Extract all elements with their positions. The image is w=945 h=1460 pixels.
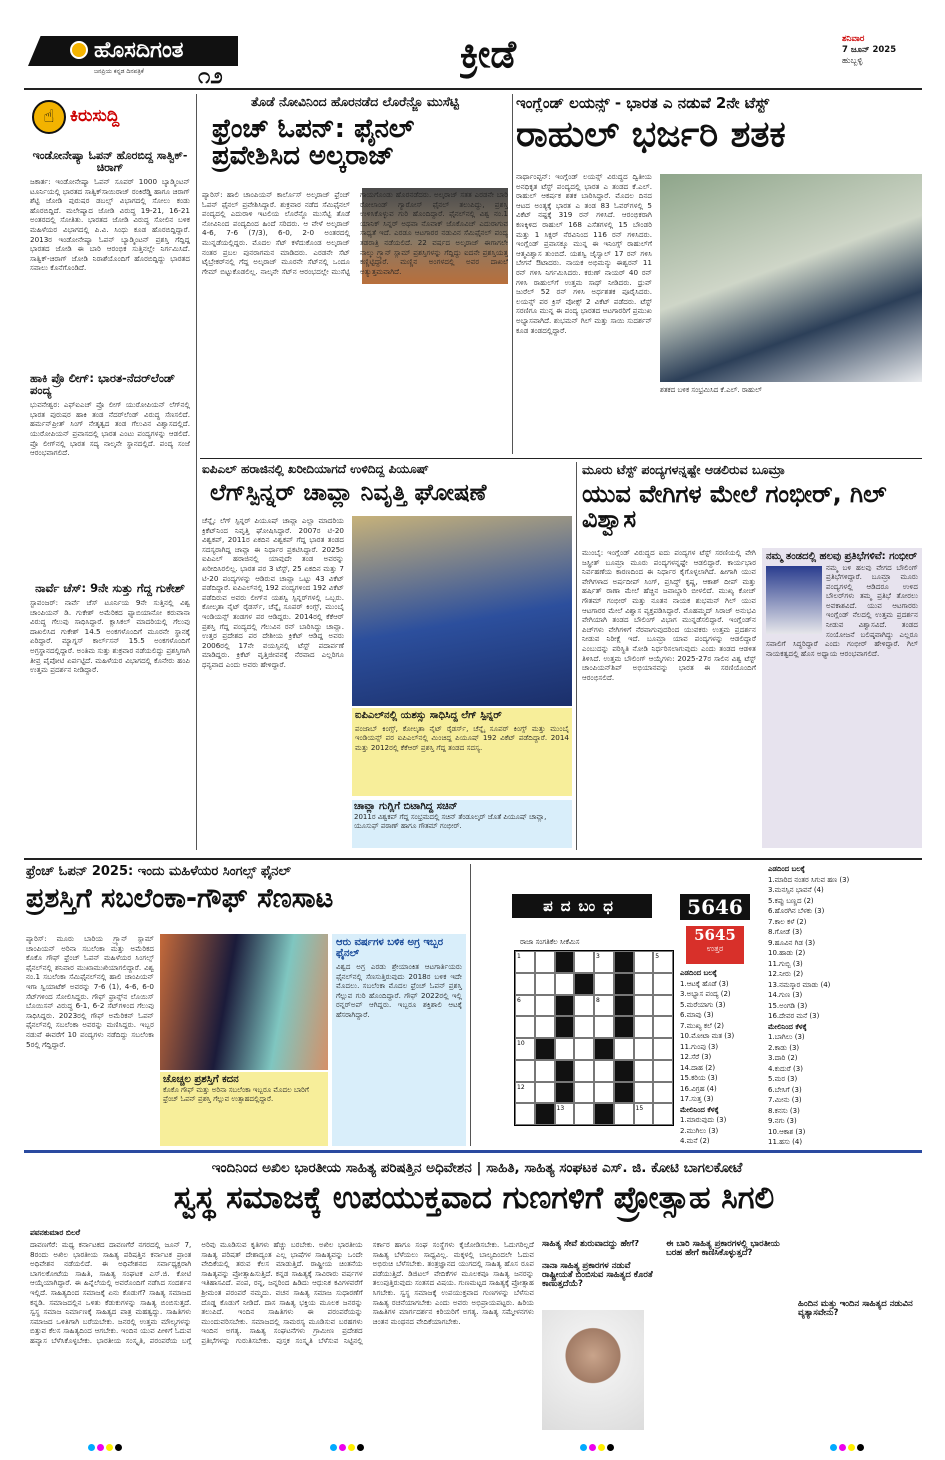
bottom-qa-block xyxy=(542,1240,924,1436)
section-title: ಕ್ರೀಡೆ xyxy=(460,32,517,76)
brief-3-body: ಸ್ಟಾವಂಜರ್: ನಾರ್ವೆ ಚೆಸ್ ಟೂರ್ನಿಯ 9ನೇ ಸುತ್ತಿನಲ್ಲಿ ವಿಶ್ವ ಚಾಂಪಿಯನ್ ಡಿ. ಗುಕೇಶ್ ಅಮೆರಿಕದ ಫ್ಯಾಬಿಯಾನೋ ಕರುವಾನಾ ವಿರುದ್ಧ ಗೆಲುವು ಸಾಧಿಸಿದ್ದಾರೆ. ಕ್ಲಾಸಿಕಲ್ ಮಾದರಿಯಲ್ಲಿ ಗೆಲುವು ದಾಖಲಿಸಿದ ಗುಕೇಶ್ 14.5 ಅಂಕಗಳೊಂದಿಗೆ ಮೂರನೇ ಸ್ಥಾನಕ್ಕೆ ಏರಿದ್ದಾರೆ. ಮ್ಯಾಗ್ನಸ್ ಕಾರ್ಲ್‌ಸನ್ 15.5 ಅಂಕಗಳೊಂದಿಗೆ ಅಗ್ರಸ್ಥಾನದಲ್ಲಿದ್ದಾರೆ. ಅಂತಿಮ ಸುತ್ತು ಶುಕ್ರವಾರ ನಡೆಯಲಿದ್ದು ಪ್ರಶಸ್ತಿಗಾಗಿ ತೀವ್ರ ಪೈಪೋಟಿ ಏರ್ಪಟ್ಟಿದೆ. ಮಹಿಳೆಯರ ವಿಭಾಗದಲ್ಲಿ ಕೊನೇರು ಹಂಪಿ ಉತ್ತಮ ಪ್ರದರ್ಶನ ನೀಡಿದ್ದಾರೆ. xyxy=(30,598,190,675)
alcaraz-body: ಪ್ಯಾರಿಸ್: ಹಾಲಿ ಚಾಂಪಿಯನ್ ಕಾರ್ಲೊಸ್ ಅಲ್ಕರಾಜ್ ಫ್ರೆಂಚ್ ಓಪನ್ ಫೈನಲ್ ಪ್ರವೇಶಿಸಿದ್ದಾರೆ. ಶುಕ್ರವಾರ ನಡೆದ ಸೆಮಿಫೈನಲ್ ಪಂದ್ಯದಲ್ಲಿ ಎದುರಾಳಿ ಇಟಲಿಯ ಲೊರೆನ್ಜೊ ಮುಸೆಟ್ಟಿ ತೊಡೆ ನೋವಿನಿಂದ ಪಂದ್ಯದಿಂದ ಹಿಂದೆ ಸರಿದರು. ಆ ವೇಳೆ ಅಲ್ಕರಾಜ್ 4-6, 7-6 (7/3), 6-0, 2-0 ಅಂತರದಲ್ಲಿ ಮುನ್ನಡೆಯಲ್ಲಿದ್ದರು. ಮೊದಲ ಸೆಟ್ ಕಳೆದುಕೊಂಡ ಅಲ್ಕರಾಜ್ ನಂತರ ಪ್ರಬಲ ಪುನರಾಗಮನ ಮಾಡಿದರು. ಎರಡನೇ ಸೆಟ್ ಟೈಬ್ರೇಕರ್‌ನಲ್ಲಿ ಗೆದ್ದ ಅಲ್ಕರಾಜ್ ಮೂರನೇ ಸೆಟ್‌ನಲ್ಲಿ ಒಂದೂ ಗೇಮ್ ಬಿಟ್ಟುಕೊಡಲಿಲ್ಲ. ನಾಲ್ಕನೇ ಸೆಟ್‌ನ ಆರಂಭದಲ್ಲೇ ಮುಸೆಟ್ಟಿ ಗಾಯಗೊಂಡು ಹೊರನಡೆದರು. ಅಲ್ಕರಾಜ್ ಸತತ ಎರಡನೇ ಬಾರಿ ರೋಲಾಂಡ್ ಗ್ಯಾರೋಸ್ ಫೈನಲ್ ತಲುಪಿದ್ದು, ಪ್ರಶಸ್ತಿ ಉಳಿಸಿಕೊಳ್ಳುವ ಗುರಿ ಹೊಂದಿದ್ದಾರೆ. ಫೈನಲ್‌ನಲ್ಲಿ ವಿಶ್ವ ನಂ.1 ಯಾನಿಕ್ ಸಿನ್ನರ್ ಅಥವಾ ನೊವಾಕ್ ಜೊಕೊವಿಚ್ ಎದುರಾಗುವ ಸಾಧ್ಯತೆ ಇದೆ. ಎರಡೂ ಆಟಗಾರರ ನಡುವಿನ ಸೆಮಿಫೈನಲ್ ಪಂದ್ಯ ತಡರಾತ್ರಿ ನಡೆಯಲಿದೆ. 22 ವರ್ಷದ ಅಲ್ಕರಾಜ್ ಈಗಾಗಲೇ ನಾಲ್ಕು ಗ್ರ್ಯಾನ್ ಸ್ಲಾಮ್ ಪ್ರಶಸ್ತಿಗಳನ್ನು ಗೆದ್ದಿದ್ದು ಐದನೇ ಪ್ರಶಸ್ತಿಯತ್ತ ಕಣ್ಣಿಟ್ಟಿದ್ದಾರೆ. ಮಣ್ಣಿನ ಅಂಗಳದಲ್ಲಿ ಅವರ ದಾಖಲೆ ಅತ್ಯುತ್ತಮವಾಗಿದೆ. xyxy=(202,190,508,276)
brief-2-body: ಭುವನೇಶ್ವರ: ಎಫ್‌ಐಎಚ್ ಪ್ರೊ ಲೀಗ್ ಯುರೋಪಿಯನ್ ಲೆಗ್‌ನಲ್ಲಿ ಭಾರತ ಪುರುಷರ ಹಾಕಿ ತಂಡ ನೆದರ್‌ಲೆಂಡ್ ವಿರುದ್ಧ ಸೆಣಸಲಿದೆ. ಹರ್ಮನ್‌ಪ್ರೀತ್ ಸಿಂಗ್ ನೇತೃತ್ವದ ತಂಡ ಗೆಲುವಿನ ವಿಶ್ವಾಸದಲ್ಲಿದೆ. ಯುರೋಪಿಯನ್ ಪ್ರವಾಸದಲ್ಲಿ ಭಾರತ ಎಂಟು ಪಂದ್ಯಗಳನ್ನು ಆಡಲಿದೆ. ಪ್ರೊ ಲೀಗ್‌ನಲ್ಲಿ ಭಾರತ ಸದ್ಯ ನಾಲ್ಕನೇ ಸ್ಥಾನದಲ್ಲಿದೆ. ಪಂದ್ಯ ಸಂಜೆ ಆರಂಭವಾಗಲಿದೆ. xyxy=(30,400,190,458)
puzzle-section xyxy=(476,864,922,1146)
col-divider-1 xyxy=(196,94,197,850)
crossword-clue: 13.ನಮಸ್ಕಾರ ಮಾಡು (4) xyxy=(768,980,831,989)
crossword-cell[interactable] xyxy=(634,1016,654,1038)
crossword-clue: 17.ಸುತ್ತ (3) xyxy=(680,1095,714,1103)
crossword-clue: 16.ವಿಗ್ರಹ (4) xyxy=(680,1084,717,1093)
crossword-cell xyxy=(614,995,634,1017)
bumrah-box-title: ನಮ್ಮ ತಂಡದಲ್ಲಿ ಹಲವು ಪ್ರತಿಭೆಗಳಿವೆ: ಗಂಭೀರ್ xyxy=(766,551,918,562)
chawla-infobox-title: ಐಪಿಎಲ್‌ನಲ್ಲಿ ಯಶಸ್ಸು ಸಾಧಿಸಿದ್ದ ಲೆಗ್ ಸ್ಪಿನ್ನರ್ xyxy=(355,710,502,721)
masthead-city: ಹುಬ್ಬಳ್ಳಿ xyxy=(842,56,863,66)
crossword-cell[interactable] xyxy=(515,1103,535,1125)
crossword-clue: 15.ಕರಿಯ (3) xyxy=(680,1074,718,1082)
alcaraz-headline: ಫ್ರೆಂಚ್ ಓಪನ್: ಫೈನಲ್ ಪ್ರವೇಶಿಸಿದ ಅಲ್ಕರಾಜ್ xyxy=(212,114,415,172)
crossword-clue: 3.ದಾರಿ (2) xyxy=(768,1054,798,1062)
rahul-headline: ರಾಹುಲ್ ಭರ್ಜರಿ ಶತಕ xyxy=(516,114,786,155)
puzzle-prev-number: 5645 xyxy=(694,926,736,944)
crossword-clue: 8.ಕನಸು (3) xyxy=(768,1106,800,1115)
crossword-cell[interactable] xyxy=(653,1082,673,1104)
bumrah-box-body: ನಮ್ಮ ಬಳಿ ಹಲವು ವೇಗದ ಬೌಲಿಂಗ್ ಪ್ರತಿಭೆಗಳಿದ್ದಾರೆ. ಬೂಮ್ರಾ ಮೂರು ಪಂದ್ಯಗಳಲ್ಲಿ ಆಡಿದರೂ ಉಳಿದ ಬೌಲರ್‌ಗಳು ತಮ್ಮ ಪ್ರತಿಭೆ ತೋರಲು ಅವಕಾಶವಿದೆ. ಯುವ ಆಟಗಾರರು ಇಂಗ್ಲೆಂಡ್ ನೆಲದಲ್ಲಿ ಉತ್ತಮ ಪ್ರದರ್ಶನ ನೀಡುವ ವಿಶ್ವಾಸವಿದೆ. ತಂಡದ ಸಂಯೋಜನೆ ಬಲಿಷ್ಠವಾಗಿದ್ದು ಎಲ್ಲರೂ ಸವಾಲಿಗೆ ಸಿದ್ಧರಿದ್ದಾರೆ ಎಂದು ಗಂಭೀರ್ ಹೇಳಿದ್ದಾರೆ. ಗಿಲ್ ನಾಯಕತ್ವದಲ್ಲಿ ಹೊಸ ಅಧ್ಯಾಯ ಆರಂಭವಾಗಲಿದೆ. xyxy=(766,562,918,658)
chawla-caption-title: ಚಾವ್ಲಾ ಗುಗ್ಲಿಗೆ ಬಿಟಾಗಿದ್ದ ಸಚಿನ್ xyxy=(354,801,458,812)
crossword-clue: 11.ಗುಬ್ಬಿ (3) xyxy=(768,959,803,968)
crossword-cell xyxy=(614,1082,634,1104)
pointing-hand-icon: ☝ xyxy=(32,100,66,134)
crossword-cell[interactable] xyxy=(535,1082,555,1104)
newspaper-logo: ಹೊಸದಿಗಂತ xyxy=(94,38,184,63)
col-divider-3 xyxy=(576,462,577,850)
crossword-cell[interactable] xyxy=(535,1016,555,1038)
briefs-label: ಕಿರುಸುದ್ದಿ xyxy=(70,106,120,126)
crossword-clue: 1.ಬಾಗಿಲು (3) xyxy=(768,1033,805,1041)
rahul-photo xyxy=(660,174,922,382)
crossword-cell xyxy=(555,1060,575,1082)
crossword-clue: 3.ಮನಸ್ಸಿನ ಭಾವನೆ (4) xyxy=(768,886,824,894)
crossword-cell[interactable] xyxy=(574,1082,594,1104)
crossword-cell[interactable] xyxy=(555,1038,575,1060)
chawla-infobox xyxy=(352,708,572,796)
crossword-cell[interactable]: 12 xyxy=(515,1082,535,1104)
puzzle-number: 5646 xyxy=(680,894,750,920)
crossword-cell[interactable]: 1 xyxy=(515,951,535,973)
crossword-clue: 11.ಹಸು (4) xyxy=(768,1138,803,1146)
col-divider-2 xyxy=(512,94,513,454)
sabalenka-photo xyxy=(160,934,328,1070)
bottom-headline: ಸ್ವಸ್ಥ ಸಮಾಜಕ್ಕೆ ಉಪಯುಕ್ತವಾದ ಗುಣಗಳಿಗೆ ಪ್ರೋತ್ಸಾಹ ಸಿಗಲಿ xyxy=(173,1182,775,1216)
crossword-cell[interactable] xyxy=(515,1060,535,1082)
crossword-cell[interactable] xyxy=(634,1082,654,1104)
rahul-body: ನಾರ್ಥಾಂಪ್ಟನ್: ಇಂಗ್ಲೆಂಡ್ ಲಯನ್ಸ್ ವಿರುದ್ಧದ ದ್ವಿತೀಯ ಅನಧಿಕೃತ ಟೆಸ್ಟ್ ಪಂದ್ಯದಲ್ಲಿ ಭಾರತ ಎ ತಂಡದ ಕೆ.ಎಲ್. ರಾಹುಲ್ ಆಕರ್ಷಕ ಶತಕ ಬಾರಿಸಿದ್ದಾರೆ. ಮೊದಲ ದಿನದ ಆಟದ ಅಂತ್ಯಕ್ಕೆ ಭಾರತ ಎ ತಂಡ 83 ಓವರ್‌ಗಳಲ್ಲಿ 5 ವಿಕೆಟ್ ನಷ್ಟಕ್ಕೆ 319 ರನ್ ಗಳಿಸಿದೆ. ಆರಂಭಿಕರಾಗಿ ಕಣಕ್ಕಿಳಿದ ರಾಹುಲ್ 168 ಎಸೆತಗಳಲ್ಲಿ 15 ಬೌಂಡರಿ ಮತ್ತು 1 ಸಿಕ್ಸರ್ ನೆರವಿನಿಂದ 116 ರನ್ ಗಳಿಸಿದರು. ಇಂಗ್ಲೆಂಡ್ ಪ್ರವಾಸಕ್ಕೂ ಮುನ್ನ ಈ ಇನಿಂಗ್ಸ್ ರಾಹುಲ್‌ಗೆ ಆತ್ಮವಿಶ್ವಾಸ ತುಂಬಿದೆ. ಯಶಸ್ವಿ ಜೈಸ್ವಾಲ್ 17 ರನ್ ಗಳಿಸಿ ಬೇಗನೆ ಔಟಾದರು. ನಾಯಕ ಅಭಿಮನ್ಯು ಈಶ್ವರನ್ 11 ರನ್ ಗಳಿಸಿ ನಿರ್ಗಮಿಸಿದರು. ಕರುಣ್ ನಾಯರ್ 40 ರನ್ ಗಳಿಸಿ ರಾಹುಲ್‌ಗೆ ಉತ್ತಮ ಸಾಥ್ ನೀಡಿದರು. ಧ್ರುವ್ ಜುರೆಲ್ 52 ರನ್ ಗಳಿಸಿ ಅರ್ಧಶತಕ ಪೂರೈಸಿದರು. ಲಯನ್ಸ್ ಪರ ಕ್ರಿಸ್ ವೋಕ್ಸ್ 2 ವಿಕೆಟ್ ಪಡೆದರು. ಟೆಸ್ಟ್ ಸರಣಿಗೂ ಮುನ್ನ ಈ ಪಂದ್ಯ ಭಾರತದ ಆಟಗಾರರಿಗೆ ಪ್ರಮುಖ ಅಭ್ಯಾಸವಾಗಿದೆ. ಶುಭಮನ್ ಗಿಲ್ ಮತ್ತು ಸಾಯಿ ಸುದರ್ಶನ್ ಕೂಡ ತಂಡದಲ್ಲಿದ್ದಾರೆ. xyxy=(516,172,652,335)
alcaraz-kicker: ತೊಡೆ ನೋವಿನಿಂದ ಹೊರನಡೆದ ಲೊರೆನ್ಜೊ ಮುಸೆಟ್ಟಿ xyxy=(251,94,459,109)
masthead-date: 7 ಜೂನ್ 2025 xyxy=(842,45,897,55)
crossword-cell[interactable] xyxy=(594,1016,614,1038)
crossword-cell[interactable] xyxy=(634,1038,654,1060)
crossword-clue: 5.ಮರ (3) xyxy=(768,1075,798,1083)
registration-marks-left xyxy=(88,1444,122,1451)
crossword-clue: 16.ದೇವರ ಮನೆ (3) xyxy=(768,1012,820,1020)
briefs-header xyxy=(26,96,166,140)
sabalenka-body: ಪ್ಯಾರಿಸ್: ಮೂರು ಬಾರಿಯ ಗ್ರ್ಯಾನ್ ಸ್ಲಾಮ್ ಚಾಂಪಿಯನ್ ಅರಿನಾ ಸಬಲೆಂಕಾ ಮತ್ತು ಅಮೆರಿಕದ ಕೊಕೊ ಗೌಫ್ ಫ್ರೆಂಚ್ ಓಪನ್ ಮಹಿಳೆಯರ ಸಿಂಗಲ್ಸ್ ಫೈನಲ್‌ನಲ್ಲಿ ಶನಿವಾರ ಮುಖಾಮುಖಿಯಾಗಲಿದ್ದಾರೆ. ವಿಶ್ವ ನಂ.1 ಸಬಲೆಂಕಾ ಸೆಮಿಫೈನಲ್‌ನಲ್ಲಿ ಹಾಲಿ ಚಾಂಪಿಯನ್ ಇಗಾ ಸ್ವಿಯಾಟೆಕ್ ಅವರನ್ನು 7-6 (1), 4-6, 6-0 ಸೆಟ್‌ಗಳಿಂದ ಸೋಲಿಸಿದ್ದರು. ಗೌಫ್ ಫ್ರಾನ್ಸ್‌ನ ಲೊಯಿಸ್ ಬೊಯಿಸನ್ ವಿರುದ್ಧ 6-1, 6-2 ಸೆಟ್‌ಗಳಿಂದ ಗೆಲುವು ಸಾಧಿಸಿದ್ದರು. 2023ರಲ್ಲಿ ಗೌಫ್ ಅಮೆರಿಕನ್ ಓಪನ್ ಫೈನಲ್‌ನಲ್ಲಿ ಸಬಲೆಂಕಾ ಅವರನ್ನು ಮಣಿಸಿದ್ದರು. ಇಬ್ಬರ ನಡುವೆ ಈವರೆಗೆ 10 ಪಂದ್ಯಗಳು ನಡೆದಿದ್ದು ಸಬಲೆಂಕಾ 5ರಲ್ಲಿ ಗೆದ್ದಿದ್ದಾರೆ. xyxy=(26,934,154,1049)
puzzle-prev-label: ಉತ್ತರ xyxy=(706,944,724,953)
crossword-clue: 10.ಆಕಾಶ (3) xyxy=(768,1127,806,1136)
crossword-clue: 2.ಮುಗಿಲು (3) xyxy=(680,1126,719,1135)
crossword-clue: 10.ಮೋಟಾ ಮತ (3) xyxy=(680,1032,735,1040)
crossword-cell[interactable] xyxy=(614,1103,634,1125)
crossword-cell[interactable]: 13 xyxy=(555,1103,575,1125)
chawla-caption-body: 2011ರ ವಿಶ್ವಕಪ್ ಗೆದ್ದ ಸಂಭ್ರಮದಲ್ಲಿ ಸಚಿನ್ ತೆಂಡೂಲ್ಕರ್ ಜೊತೆ ಪಿಯೂಷ್ ಚಾವ್ಲಾ, ಯೂಸುಫ್ ಪಠಾಣ್ ಹಾಗೂ ಗೌತಮ್ ಗಂಭೀರ್. xyxy=(354,812,547,830)
crossword-cell[interactable] xyxy=(574,1060,594,1082)
puzzle-clues-left xyxy=(680,968,766,1144)
crossword-cell xyxy=(555,1016,575,1038)
crossword-cell[interactable]: 6 xyxy=(515,995,535,1017)
crossword-cell[interactable] xyxy=(535,1060,555,1082)
crossword-cell[interactable] xyxy=(634,951,654,973)
sabalenka-box-body: ವಿಶ್ವದ ಅಗ್ರ ಎರಡು ಶ್ರೇಯಾಂಕಿತ ಆಟಗಾರ್ತಿಯರು ಫೈನಲ್‌ನಲ್ಲಿ ಸೆಣಸುತ್ತಿರುವುದು 2018ರ ಬಳಿಕ ಇದೇ ಮೊದಲು. ಸಬಲೆಂಕಾ ಮೊದಲ ಫ್ರೆಂಚ್ ಓಪನ್ ಪ್ರಶಸ್ತಿ ಗೆಲ್ಲುವ ಗುರಿ ಹೊಂದಿದ್ದಾರೆ. ಗೌಫ್ 2022ರಲ್ಲಿ ಇಲ್ಲಿ ರನ್ನರ್‌ಅಪ್ ಆಗಿದ್ದರು. ಇಬ್ಬರೂ ಶಕ್ತಿಶಾಲಿ ಆಟಕ್ಕೆ ಹೆಸರಾಗಿದ್ದಾರೆ. xyxy=(336,962,462,1019)
brief-3-title: ನಾರ್ವೆ ಚೆಸ್: 9ನೇ ಸುತ್ತು ಗೆದ್ದ ಗುಕೇಶ್ xyxy=(35,582,185,595)
masthead-date-block xyxy=(842,34,922,84)
crossword-cell[interactable] xyxy=(535,951,555,973)
bottom-q2: ನಾನಾ ಸಾಹಿತ್ಯ ಪ್ರಕಾರಗಳ ನಡುವೆ ರಾಷ್ಟ್ರೀಯತೆ ಬಿಂಬಿಸುವ ಸಾಹಿತ್ಯದ ಕೊರತೆ ಕಾಣುತ್ತದೆಯೆ? xyxy=(542,1261,653,1289)
crossword-cell[interactable]: 5 xyxy=(653,951,673,973)
chawla-infobox-body: ಪಂಜಾಬ್ ಕಿಂಗ್ಸ್, ಕೋಲ್ಕತಾ ನೈಟ್ ರೈಡರ್ಸ್, ಚೆನ್ನೈ ಸೂಪರ್ ಕಿಂಗ್ಸ್ ಮತ್ತು ಮುಂಬೈ ಇಂಡಿಯನ್ಸ್ ಪರ ಐಪಿಎಲ್‌ನಲ್ಲಿ ಮಿಂಚಿದ್ದ ಪಿಯೂಷ್ 192 ವಿಕೆಟ್ ಪಡೆದಿದ್ದಾರೆ. 2014 ಮತ್ತು 2012ರಲ್ಲಿ ಕೆಕೆಆರ್ ಪ್ರಶಸ್ತಿ ಗೆದ್ದ ತಂಡದ ಸದಸ್ಯ. xyxy=(355,723,569,752)
crossword-cell[interactable] xyxy=(653,995,673,1017)
crossword-cell[interactable] xyxy=(653,1103,673,1125)
crossword-cell xyxy=(594,1038,614,1060)
crossword-clue: 7.ಮೀನು (3) xyxy=(768,1096,802,1104)
crossword-clue: 5.ಕಪ್ಪು ಬಣ್ಣದ (2) xyxy=(768,896,814,905)
crossword-clue: 9.ನಗು (3) xyxy=(768,1117,797,1125)
bottom-byline: ಪವನಕುಮಾರ ಬಿಲರೆ xyxy=(30,1228,81,1237)
chawla-headline: ಲೆಗ್‌ಸ್ಪಿನ್ನರ್ ಚಾವ್ಲಾ ನಿವೃತ್ತಿ ಘೋಷಣೆ xyxy=(210,480,487,506)
sabalenka-box-title: ಆರು ವರ್ಷಗಳ ಬಳಿಕ ಅಗ್ರ ಇಬ್ಬರ ಫೈನಲ್ xyxy=(336,937,444,959)
crossword-cell[interactable] xyxy=(574,1103,594,1125)
crossword-clue: 2.ಕಾಡು (3) xyxy=(768,1043,800,1052)
crossword-clue: 11.ಗುಂಪು (3) xyxy=(680,1042,719,1051)
chawla-article xyxy=(202,462,572,850)
crossword-clue: 1.ಮಾರಿದ ನಂತರ ಸಿಗುವ ಹಣ (3) xyxy=(768,875,850,884)
sabalenka-caption-body: ಕೊಕೊ ಗೌಫ್ ಮತ್ತು ಅರಿನಾ ಸಬಲೆಂಕಾ ಇಬ್ಬರೂ ಮೊದಲ ಬಾರಿಗೆ ಫ್ರೆಂಚ್ ಓಪನ್ ಪ್ರಶಸ್ತಿ ಗೆಲ್ಲುವ ಉತ್ಸಾಹದಲ್ಲಿದ್ದಾರೆ. xyxy=(163,1085,309,1103)
bumrah-photo xyxy=(766,566,822,634)
crossword-cell xyxy=(614,1016,634,1038)
crossword-cell[interactable] xyxy=(653,1060,673,1082)
crossword-cell[interactable] xyxy=(574,1016,594,1038)
crossword-clue: 14.ದಾಹ (2) xyxy=(680,1063,716,1072)
crossword-cell xyxy=(535,1038,555,1060)
sabalenka-kicker: ಫ್ರೆಂಚ್ ಓಪನ್ 2025: ಇಂದು ಮಹಿಳೆಯರ ಸಿಂಗಲ್ಸ್ ಫೈನಲ್ xyxy=(26,864,291,879)
sabalenka-headline: ಪ್ರಶಸ್ತಿಗೆ ಸಬಲೆಂಕಾ-ಗೌಫ್ ಸೆಣಸಾಟ xyxy=(26,883,334,914)
crossword-cell xyxy=(594,1103,614,1125)
crossword-clue: 9.ಹೂವಿನ ಗಿಡ (3) xyxy=(768,938,816,947)
crossword-cell[interactable] xyxy=(555,973,575,995)
crossword-clue: 12.ನೀರು (2) xyxy=(768,970,804,978)
crossword-cell[interactable] xyxy=(515,973,535,995)
page-number: ೧೨ xyxy=(198,64,223,84)
puzzle-title: ಪದಬಂಧ xyxy=(512,894,652,918)
bumrah-headline: ಯುವ ವೇಗಿಗಳ ಮೇಲೆ ಗಂಭೀರ್, ಗಿಲ್ ವಿಶ್ವಾಸ xyxy=(582,480,887,534)
bottom-q1: ಸಾಹಿತ್ಯ ಸೇವೆ ಶುರುವಾದದ್ದು ಹೇಗೆ? xyxy=(542,1240,640,1249)
crossword-cell xyxy=(574,973,594,995)
sabalenka-caption-box xyxy=(160,1072,328,1146)
sabalenka-caption-title: ಚೊಚ್ಚಲ ಪ್ರಶಸ್ತಿಗೆ ಕದನ xyxy=(163,1074,239,1085)
crossword-clue: 5.ಮರೆಯಾಗು (3) xyxy=(680,1000,726,1009)
masthead-logo-block xyxy=(28,30,250,84)
row-rule-1 xyxy=(200,458,922,459)
chawla-body: ಚೆನ್ನೈ: ಲೆಗ್ ಸ್ಪಿನ್ನರ್ ಪಿಯೂಷ್ ಚಾವ್ಲಾ ಎಲ್ಲಾ ಮಾದರಿಯ ಕ್ರಿಕೆಟ್‌ನಿಂದ ನಿವೃತ್ತಿ ಘೋಷಿಸಿದ್ದಾರೆ. 2007ರ ಟಿ-20 ವಿಶ್ವಕಪ್, 2011ರ ಏಕದಿನ ವಿಶ್ವಕಪ್ ಗೆದ್ದ ಭಾರತ ತಂಡದ ಸದಸ್ಯರಾಗಿದ್ದ ಚಾವ್ಲಾ ಈ ನಿರ್ಧಾರ ಪ್ರಕಟಿಸಿದ್ದಾರೆ. 2025ರ ಐಪಿಎಲ್ ಹರಾಜಿನಲ್ಲಿ ಯಾವುದೇ ತಂಡ ಅವರನ್ನು ಖರೀದಿಸಿರಲಿಲ್ಲ. ಭಾರತ ಪರ 3 ಟೆಸ್ಟ್, 25 ಏಕದಿನ ಮತ್ತು 7 ಟಿ-20 ಪಂದ್ಯಗಳನ್ನು ಆಡಿರುವ ಚಾವ್ಲಾ ಒಟ್ಟು 43 ವಿಕೆಟ್ ಪಡೆದಿದ್ದಾರೆ. ಐಪಿಎಲ್‌ನಲ್ಲಿ 192 ಪಂದ್ಯಗಳಿಂದ 192 ವಿಕೆಟ್ ಪಡೆದಿರುವ ಅವರು ಲೀಗ್‌ನ ಯಶಸ್ವಿ ಸ್ಪಿನ್ನರ್‌ಗಳಲ್ಲಿ ಒಬ್ಬರು. ಕೋಲ್ಕತಾ ನೈಟ್ ರೈಡರ್ಸ್, ಚೆನ್ನೈ ಸೂಪರ್ ಕಿಂಗ್ಸ್, ಮುಂಬೈ ಇಂಡಿಯನ್ಸ್ ತಂಡಗಳ ಪರ ಆಡಿದ್ದರು. 2014ರಲ್ಲಿ ಕೆಕೆಆರ್ ಪ್ರಶಸ್ತಿ ಗೆದ್ದ ಪಂದ್ಯದಲ್ಲಿ ಗೆಲುವಿನ ರನ್ ಬಾರಿಸಿದ್ದು ಚಾವ್ಲಾ. ಉತ್ತರ ಪ್ರದೇಶದ ಪರ ದೇಶೀಯ ಕ್ರಿಕೆಟ್ ಆಡಿದ್ದ ಅವರು 2006ರಲ್ಲಿ 17ನೇ ವಯಸ್ಸಿನಲ್ಲಿ ಟೆಸ್ಟ್ ಪದಾರ್ಪಣೆ ಮಾಡಿದ್ದರು. ಕ್ರಿಕೆಟ್ ವೃತ್ತಿಜೀವನಕ್ಕೆ ನೆರವಾದ ಎಲ್ಲರಿಗೂ ಧನ್ಯವಾದ ಎಂದು ಅವರು ಹೇಳಿದ್ದಾರೆ. xyxy=(202,516,344,669)
crossword-cell xyxy=(614,1060,634,1082)
rahul-caption: ಶತಕದ ಬಳಿಕ ಸಂಭ್ರಮಿಸಿದ ಕೆ.ಎಲ್. ರಾಹುಲ್ xyxy=(660,386,762,394)
crossword-cell[interactable] xyxy=(574,1038,594,1060)
crossword-cell xyxy=(555,995,575,1017)
crossword-clue: 6.ಮಾವು (3) xyxy=(680,1011,714,1019)
rahul-article xyxy=(516,94,922,454)
sun-logo-icon xyxy=(70,41,88,59)
crossword-cell xyxy=(535,1103,555,1125)
bottom-q4: ಹಿಂದಿನ ಮತ್ತು ಇಂದಿನ ಸಾಹಿತ್ಯದ ನಡುವಿನ ವ್ಯತ್ಯಾಸವೇನು? xyxy=(798,1299,913,1318)
bumrah-body: ಮುಂಬೈ: ಇಂಗ್ಲೆಂಡ್ ವಿರುದ್ಧದ ಐದು ಪಂದ್ಯಗಳ ಟೆಸ್ಟ್ ಸರಣಿಯಲ್ಲಿ ವೇಗಿ ಜಸ್ಪ್ರೀತ್ ಬೂಮ್ರಾ ಮೂರು ಪಂದ್ಯಗಳನ್ನಷ್ಟೇ ಆಡಲಿದ್ದಾರೆ. ಕಾರ್ಯಭಾರ ನಿರ್ವಹಣೆಯ ಕಾರಣದಿಂದ ಈ ನಿರ್ಧಾರ ಕೈಗೊಳ್ಳಲಾಗಿದೆ. ಹೀಗಾಗಿ ಯುವ ವೇಗಿಗಳಾದ ಅರ್ಷದೀಪ್ ಸಿಂಗ್, ಪ್ರಸಿದ್ಧ್ ಕೃಷ್ಣ, ಆಕಾಶ್ ದೀಪ್ ಮತ್ತು ಹರ್ಷಿತ್ ರಾಣಾ ಮೇಲೆ ಹೆಚ್ಚಿನ ಜವಾಬ್ದಾರಿ ಬೀಳಲಿದೆ. ಮುಖ್ಯ ಕೋಚ್ ಗೌತಮ್ ಗಂಭೀರ್ ಮತ್ತು ನೂತನ ನಾಯಕ ಶುಭಮನ್ ಗಿಲ್ ಯುವ ಆಟಗಾರರ ಮೇಲೆ ವಿಶ್ವಾಸ ವ್ಯಕ್ತಪಡಿಸಿದ್ದಾರೆ. ಮೊಹಮ್ಮದ್ ಸಿರಾಜ್ ಅನುಭವಿ ವೇಗಿಯಾಗಿ ತಂಡದ ಬೌಲಿಂಗ್ ವಿಭಾಗ ಮುನ್ನಡೆಸಲಿದ್ದಾರೆ. ಇಂಗ್ಲೆಂಡ್‌ನ ಪಿಚ್‌ಗಳು ವೇಗಿಗಳಿಗೆ ನೆರವಾಗುವುದರಿಂದ ಯುವಕರು ಉತ್ತಮ ಪ್ರದರ್ಶನ ನೀಡುವ ನಿರೀಕ್ಷೆ ಇದೆ. ಬೂಮ್ರಾ ಯಾವ ಪಂದ್ಯಗಳನ್ನು ಆಡಲಿದ್ದಾರೆ ಎಂಬುದನ್ನು ಪರಿಸ್ಥಿತಿ ನೋಡಿ ನಿರ್ಧರಿಸಲಾಗುವುದು ಎಂದು ತಂಡದ ಆಡಳಿತ ತಿಳಿಸಿದೆ. ಉತ್ತಮ ಬೌಲಿಂಗ್ ಆಯ್ಕೆಗಳು: 2025-27ರ ಸಾಲಿನ ವಿಶ್ವ ಟೆಸ್ಟ್ ಚಾಂಪಿಯನ್‌ಶಿಪ್ ಅಭಿಯಾನವನ್ನು ಭಾರತ ಈ ಸರಣಿಯೊಂದಿಗೆ ಆರಂಭಿಸಲಿದೆ. xyxy=(582,548,756,682)
author-photo xyxy=(542,1310,644,1430)
crossword-clue: ಎಡದಿಂದ ಬಲಕ್ಕೆ xyxy=(680,969,717,977)
crossword-cell[interactable] xyxy=(614,1038,634,1060)
chawla-photo xyxy=(352,516,572,706)
crossword-clue: ಎಡದಿಂದ ಬಲಕ್ಕೆ xyxy=(768,865,805,873)
sabalenka-box xyxy=(332,934,466,1146)
crossword-clue: 1.ಮಾರುವುದು (3) xyxy=(680,1116,727,1124)
crossword-cell[interactable] xyxy=(634,1060,654,1082)
crossword-cell xyxy=(555,951,575,973)
crossword-grid[interactable] xyxy=(514,950,674,1126)
crossword-cell[interactable] xyxy=(594,1060,614,1082)
puzzle-hint: ರಾಜಾ ಸಂಗತಿಕೆಲ ಸೀಕೆಮಿಸ xyxy=(520,938,580,946)
brief-1-title: ಇಂಡೋನೇಷ್ಯಾ ಓಪನ್ ಹೊರಬಿದ್ದ ಸಾತ್ವಿಕ್-ಚಿರಾಗ್ xyxy=(32,150,188,174)
newspaper-tagline: ಜನಪ್ರಿಯ ಕನ್ನಡ ದಿನಪತ್ರಿಕೆ xyxy=(94,68,144,75)
bottom-body: ದಾವಣಗೆರೆ: ಮಧ್ಯ ಕರ್ನಾಟಕದ ದಾವಣಗೆರೆ ನಗರದಲ್ಲಿ ಜೂನ್ 7, 8ರಂದು ಅಖಿಲ ಭಾರತೀಯ ಸಾಹಿತ್ಯ ಪರಿಷತ್ತಿನ ಕರ್ನಾಟಕ ಪ್ರಾಂತ ಅಧಿವೇಶನ ನಡೆಯಲಿದೆ. ಈ ಅಧಿವೇಶನದ ಸರ್ವಾಧ್ಯಕ್ಷರಾಗಿ ಬಾಗಲಕೋಟೆಯ ಸಾಹಿತಿ, ಸಾಹಿತ್ಯ ಸಂಘಟಕ ಎಸ್.ಜಿ. ಕೋಟಿ ಆಯ್ಕೆಯಾಗಿದ್ದಾರೆ. ಈ ಹಿನ್ನೆಲೆಯಲ್ಲಿ ಅವರೊಂದಿಗೆ ನಡೆಸಿದ ಸಂದರ್ಶನ ಇಲ್ಲಿದೆ. ಸಾಹಿತ್ಯದಿಂದ ಸಮಾಜಕ್ಕೆ ಏನು ಕೊಡುಗೆ? ಸಾಹಿತ್ಯ ಸಮಾಜದ ಕನ್ನಡಿ. ಸಮಾಜದಲ್ಲಿನ ಒಳಿತು ಕೆಡುಕುಗಳನ್ನು ಸಾಹಿತ್ಯ ಬಿಂಬಿಸುತ್ತದೆ. ಸ್ವಸ್ಥ ಸಮಾಜ ನಿರ್ಮಾಣಕ್ಕೆ ಸಾಹಿತ್ಯದ ಪಾತ್ರ ಮಹತ್ವದ್ದು. ಸಾಹಿತಿಗಳು ಸಮಾಜದ ಒಳಿತಿಗಾಗಿ ಬರೆಯಬೇಕು. ಜನರಲ್ಲಿ ಉತ್ತಮ ಮೌಲ್ಯಗಳನ್ನು ಬಿತ್ತುವ ಕೆಲಸ ಸಾಹಿತ್ಯದಿಂದ ಆಗಬೇಕು. ಇಂದಿನ ಯುವ ಪೀಳಿಗೆ ಓದುವ ಹವ್ಯಾಸ ಬೆಳೆಸಿಕೊಳ್ಳಬೇಕು. ಭಾರತೀಯ ಸಂಸ್ಕೃತಿ, ಪರಂಪರೆಯ ಬಗ್ಗೆ ಅರಿವು ಮೂಡಿಸುವ ಕೃತಿಗಳು ಹೆಚ್ಚು ಬರಬೇಕು. ಅಖಿಲ ಭಾರತೀಯ ಸಾಹಿತ್ಯ ಪರಿಷತ್ ದೇಶಾದ್ಯಂತ ಎಲ್ಲ ಭಾಷೆಗಳ ಸಾಹಿತ್ಯವನ್ನು ಒಂದೇ ವೇದಿಕೆಯಲ್ಲಿ ತರುವ ಕೆಲಸ ಮಾಡುತ್ತಿದೆ. ರಾಷ್ಟ್ರೀಯ ಚಿಂತನೆಯ ಸಾಹಿತ್ಯವನ್ನು ಪ್ರೋತ್ಸಾಹಿಸುತ್ತಿದೆ. ಕನ್ನಡ ಸಾಹಿತ್ಯಕ್ಕೆ ಸಾವಿರಾರು ವರ್ಷಗಳ ಇತಿಹಾಸವಿದೆ. ಪಂಪ, ರನ್ನ, ಜನ್ನರಿಂದ ಹಿಡಿದು ಆಧುನಿಕ ಕವಿಗಳವರೆಗೆ ಶ್ರೀಮಂತ ಪರಂಪರೆ ನಮ್ಮದು. ವಚನ ಸಾಹಿತ್ಯ ಸಮಾಜ ಸುಧಾರಣೆಗೆ ದೊಡ್ಡ ಕೊಡುಗೆ ನೀಡಿದೆ. ದಾಸ ಸಾಹಿತ್ಯ ಭಕ್ತಿಯ ಮೂಲಕ ಜನರನ್ನು ತಲುಪಿದೆ. ಇಂದಿನ ಸಾಹಿತಿಗಳು ಈ ಪರಂಪರೆಯನ್ನು ಮುಂದುವರಿಸಬೇಕು. ಸಮಾಜದಲ್ಲಿ ಸಾಮರಸ್ಯ ಮೂಡಿಸುವ ಬರಹಗಳು ಇಂದಿನ ಅಗತ್ಯ. ಸಾಹಿತ್ಯ ಸಂಘಟನೆಗಳು ಗ್ರಾಮೀಣ ಪ್ರದೇಶದ ಪ್ರತಿಭೆಗಳನ್ನು ಗುರುತಿಸಬೇಕು. ಪುಸ್ತಕ ಸಂಸ್ಕೃತಿ ಬೆಳೆಸುವ ನಿಟ್ಟಿನಲ್ಲಿ ಸರ್ಕಾರ ಹಾಗೂ ಸಂಘ ಸಂಸ್ಥೆಗಳು ಕೈಜೋಡಿಸಬೇಕು. ಓದುಗರಿಲ್ಲದೆ ಸಾಹಿತ್ಯ ಬೆಳೆಯಲು ಸಾಧ್ಯವಿಲ್ಲ. ಮಕ್ಕಳಲ್ಲಿ ಬಾಲ್ಯದಿಂದಲೇ ಓದುವ ಅಭಿರುಚಿ ಬೆಳೆಸಬೇಕು. ತಂತ್ರಜ್ಞಾನದ ಯುಗದಲ್ಲಿ ಸಾಹಿತ್ಯ ಹೊಸ ರೂಪ ಪಡೆಯುತ್ತಿದೆ. ಡಿಜಿಟಲ್ ವೇದಿಕೆಗಳ ಮೂಲಕವೂ ಸಾಹಿತ್ಯ ಜನರನ್ನು ತಲುಪುತ್ತಿರುವುದು ಸಂತಸದ ವಿಷಯ. ಗುಣಮಟ್ಟದ ಸಾಹಿತ್ಯಕ್ಕೆ ಪ್ರೋತ್ಸಾಹ ಸಿಗಬೇಕು. ಸ್ವಸ್ಥ ಸಮಾಜಕ್ಕೆ ಉಪಯುಕ್ತವಾದ ಗುಣಗಳನ್ನು ಬೆಳೆಸುವ ಸಾಹಿತ್ಯ ರಚನೆಯಾಗಬೇಕು ಎಂದು ಅವರು ಅಭಿಪ್ರಾಯಪಟ್ಟರು. ಹಿರಿಯ ಸಾಹಿತಿಗಳ ಮಾರ್ಗದರ್ಶನ ಕಿರಿಯರಿಗೆ ಅಗತ್ಯ. ಸಾಹಿತ್ಯ ಸಮ್ಮೇಳನಗಳು ಚಿಂತನ ಮಂಥನದ ವೇದಿಕೆಯಾಗಬೇಕು. xyxy=(30,1240,534,1345)
crossword-cell[interactable] xyxy=(653,973,673,995)
crossword-clue: 7.ಮುಖ್ಯ ಕಲೆ (2) xyxy=(680,1021,724,1030)
crossword-cell xyxy=(614,951,634,973)
crossword-clue: 10.ಹಾಡು (2) xyxy=(768,949,806,957)
masthead-day: ಶನಿವಾರ xyxy=(842,34,865,44)
bottom-kicker: ಇಂದಿನಿಂದ ಅಖಿಲ ಭಾರತೀಯ ಸಾಹಿತ್ಯ ಪರಿಷತ್ತಿನ ಅಧಿವೇಶನ | ಸಾಹಿತಿ, ಸಾಹಿತ್ಯ ಸಂಘಟಕ ಎಸ್. ಜಿ. ಕೋಟಿ ಬಾಗಲಕೋಟೆ xyxy=(211,1160,743,1176)
registration-marks-mid xyxy=(330,1444,364,1451)
crossword-clue: 6.ಹೊರಗಿನ ಬೆಳಕು (3) xyxy=(768,907,825,915)
crossword-cell[interactable] xyxy=(594,973,614,995)
brief-2 xyxy=(30,372,190,578)
bumrah-kicker: ಮೂರು ಟೆಸ್ಟ್ ಪಂದ್ಯಗಳನ್ನಷ್ಟೇ ಆಡಲಿರುವ ಬೂಮ್ರಾ xyxy=(582,462,786,477)
chawla-caption-box xyxy=(352,800,572,848)
puzzle-prev-box xyxy=(686,926,744,964)
crossword-cell[interactable] xyxy=(535,995,555,1017)
crossword-clue: ಮೇಲಿನಿಂದ ಕೆಳಕ್ಕೆ xyxy=(768,1022,807,1031)
rahul-kicker: ಇಂಗ್ಲೆಂಡ್ ಲಯನ್ಸ್ - ಭಾರತ ಎ ನಡುವೆ 2ನೇ ಟೆಸ್ಟ್ xyxy=(516,94,770,112)
brief-3 xyxy=(30,582,190,844)
row-rule-2 xyxy=(24,858,922,860)
crossword-cell[interactable] xyxy=(574,995,594,1017)
brief-2-title: ಹಾಕಿ ಪ್ರೊ ಲೀಗ್: ಭಾರತ-ನೆದರ್‌ಲೆಂಡ್ ಪಂದ್ಯ xyxy=(30,372,175,398)
puzzle-clues-right xyxy=(768,864,922,1146)
registration-marks-right xyxy=(830,1444,864,1451)
crossword-cell[interactable] xyxy=(634,995,654,1017)
crossword-cell[interactable] xyxy=(653,1038,673,1060)
sabalenka-article xyxy=(26,864,466,1146)
bottom-q3: ಈ ಬಾರಿ ಸಾಹಿತ್ಯ ಪ್ರಕಾರಗಳಲ್ಲಿ ಭಾರತೀಯ ಬರಹ ಹೇಗೆ ಕಾಣಿಸಿಕೊಳ್ಳುತ್ತದೆ? xyxy=(666,1240,780,1258)
crossword-clue: 1.ಆಟಕ್ಕೆ ಹೊಡೆ (3) xyxy=(680,979,729,988)
row-rule-3 xyxy=(24,1150,922,1153)
alcaraz-article xyxy=(202,94,508,454)
registration-marks-mid2 xyxy=(580,1444,614,1451)
crossword-clue: 12.ಸೆರೆ (3) xyxy=(680,1053,712,1061)
crossword-cell[interactable] xyxy=(515,1016,535,1038)
crossword-cell[interactable] xyxy=(535,973,555,995)
crossword-clue: 15.ಅಂಗಡಿ (3) xyxy=(768,1001,808,1010)
crossword-cell xyxy=(614,973,634,995)
crossword-clue: ಮೇಲಿನಿಂದ ಕೆಳಕ್ಕೆ xyxy=(680,1105,719,1114)
crossword-clue: 3.ಅಭ್ಯಾಸ ಪಂದ್ಯ (2) xyxy=(680,990,731,998)
bumrah-article xyxy=(582,462,922,850)
crossword-clue: 14.ಗುಣ (3) xyxy=(768,991,803,999)
crossword-cell[interactable]: 15 xyxy=(634,1103,654,1125)
crossword-clue: 4.ಕುದುರೆ (3) xyxy=(768,1064,803,1073)
crossword-clue: 7.ಕಾಲ ಕಳೆ (2) xyxy=(768,917,807,926)
crossword-cell[interactable] xyxy=(594,1082,614,1104)
bumrah-box xyxy=(762,548,922,848)
crossword-cell[interactable]: 3 xyxy=(594,951,614,973)
crossword-cell[interactable]: 8 xyxy=(594,995,614,1017)
crossword-cell xyxy=(555,1082,575,1104)
crossword-cell[interactable] xyxy=(574,951,594,973)
chawla-kicker: ಐಪಿಎಲ್ ಹರಾಜಿನಲ್ಲಿ ಖರೀದಿಯಾಗದೆ ಉಳಿದಿದ್ದ ಪಿಯೂಷ್ xyxy=(202,462,429,476)
crossword-cell[interactable] xyxy=(634,973,654,995)
col-divider-4 xyxy=(470,864,471,1146)
masthead-rule xyxy=(24,88,922,90)
brief-1 xyxy=(30,150,190,368)
bottom-columns xyxy=(30,1240,924,1436)
crossword-cell[interactable]: 10 xyxy=(515,1038,535,1060)
crossword-clue: 4.ಮನೆ (2) xyxy=(680,1137,710,1144)
crossword-clue: 6.ಬೇಸಿಗೆ (3) xyxy=(768,1085,802,1094)
crossword-cell[interactable] xyxy=(653,1016,673,1038)
brief-1-body: ಜಕಾರ್ತ: ಇಂಡೋನೇಷ್ಯಾ ಓಪನ್ ಸೂಪರ್ 1000 ಬ್ಯಾಡ್ಮಿಂಟನ್ ಟೂರ್ನಿಯಲ್ಲಿ ಭಾರತದ ಸಾತ್ವಿಕ್‌ಸಾಯಿರಾಜ್ ರಂಕಿರೆಡ್ಡಿ ಹಾಗೂ ಚಿರಾಗ್ ಶೆಟ್ಟಿ ಜೋಡಿ ಪುರುಷರ ಡಬಲ್ಸ್ ವಿಭಾಗದಲ್ಲಿ ಸೋಲು ಕಂಡು ಹೊರಬಿದ್ದಿದೆ. ಮಲೇಷ್ಯಾದ ಜೋಡಿ ವಿರುದ್ಧ 19-21, 16-21 ಅಂತರದಲ್ಲಿ ಸೋತಿತು. ಭಾರತದ ಜೋಡಿ ವಿರುದ್ಧ ಸೋಲಿನ ಬಳಿಕ ಮಹಿಳೆಯರ ವಿಭಾಗದಲ್ಲಿ ಪಿ.ವಿ. ಸಿಂಧು ಕೂಡ ಹೊರಬಿದ್ದಿದ್ದಾರೆ. 2013ರ ಇಂಡೋನೇಷ್ಯಾ ಓಪನ್ ಬ್ಯಾಡ್ಮಿಂಟನ್ ಪ್ರಶಸ್ತಿ ಗೆದ್ದಿದ್ದ ಭಾರತದ ಜೋಡಿ ಈ ಬಾರಿ ಆರಂಭಿಕ ಸುತ್ತಿನಲ್ಲೇ ನಿರ್ಗಮಿಸಿದೆ. ಸಾತ್ವಿಕ್-ಚಿರಾಗ್ ಜೋಡಿ ನಿರಾಶೆಯೊಂದಿಗೆ ಹೊರಬಿದ್ದಿದ್ದು ಭಾರತದ ಸವಾಲು ಕೊನೆಗೊಂಡಿದೆ. xyxy=(30,177,190,273)
crossword-clue: 8.ಗೋಡೆ (3) xyxy=(768,928,803,936)
